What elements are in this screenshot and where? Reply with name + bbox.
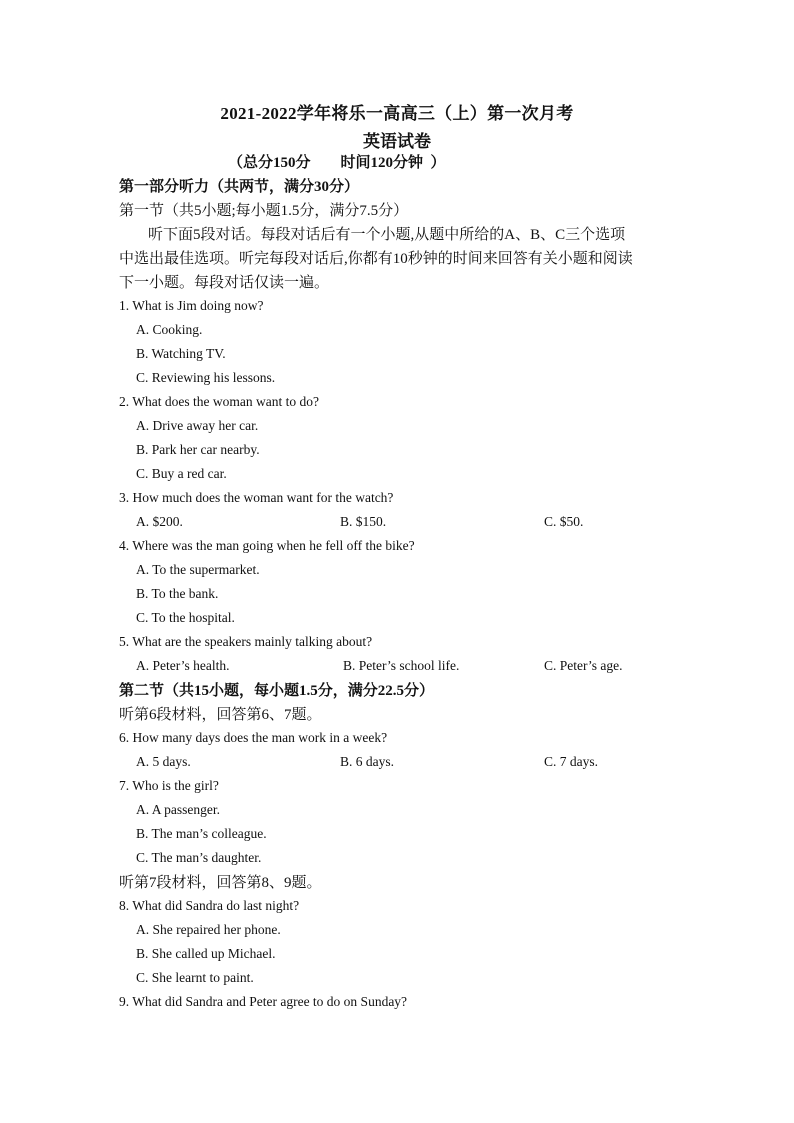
- exam-score-time: （总分150分 时间120分钟 ）: [228, 155, 446, 171]
- exam-subject: 英语试卷: [363, 132, 431, 151]
- question-2: 2. What does the woman want to do?: [119, 394, 319, 409]
- section2-heading: 第二节（共15小题，每小题1.5分，满分22.5分）: [119, 683, 435, 699]
- q3-option-b: B. $150.: [340, 514, 387, 529]
- q2-option-b: B. Park her car nearby.: [136, 442, 260, 457]
- instructions-line-3: 下一小题。每段对话仅读一遍。: [119, 275, 330, 291]
- q6-option-b: B. 6 days.: [340, 754, 394, 769]
- question-9: 9. What did Sandra and Peter agree to do on Sunday?: [119, 994, 408, 1009]
- q5-option-a: A. Peter’s health.: [136, 658, 230, 673]
- material-7-instruction: 听第7段材料，回答第8、9题。: [119, 875, 322, 891]
- q7-option-a: A. A passenger.: [136, 802, 220, 817]
- q8-option-a: A. She repaired her phone.: [136, 922, 281, 937]
- q7-option-b: B. The man’s colleague.: [136, 826, 267, 841]
- q2-option-c: C. Buy a red car.: [136, 466, 227, 481]
- question-8: 8. What did Sandra do last night?: [119, 898, 300, 913]
- question-1: 1. What is Jim doing now?: [119, 298, 264, 313]
- q7-option-c: C. The man’s daughter.: [136, 850, 262, 865]
- q8-option-b: B. She called up Michael.: [136, 946, 276, 961]
- q1-option-c: C. Reviewing his lessons.: [136, 370, 276, 385]
- question-5: 5. What are the speakers mainly talking about?: [119, 634, 373, 649]
- instructions-line-1: 听下面5段对话。每段对话后有一个小题,从题中所给的A、B、C三个选项: [148, 227, 626, 243]
- q3-option-a: A. $200.: [136, 514, 183, 529]
- question-6: 6. How many days does the man work in a week?: [119, 730, 388, 745]
- question-7: 7. Who is the girl?: [119, 778, 219, 793]
- part1-heading: 第一部分听力（共两节，满分30分）: [119, 179, 360, 195]
- q4-option-b: B. To the bank.: [136, 586, 219, 601]
- q2-option-a: A. Drive away her car.: [136, 418, 259, 433]
- q6-option-a: A. 5 days.: [136, 754, 191, 769]
- section1-heading: 第一节（共5小题;每小题1.5分，满分7.5分）: [119, 203, 409, 219]
- question-3: 3. How much does the woman want for the watch?: [119, 490, 394, 505]
- q6-option-c: C. 7 days.: [544, 754, 598, 769]
- q1-option-b: B. Watching TV.: [136, 346, 226, 361]
- exam-title: 2021-2022学年将乐一高高三（上）第一次月考: [220, 104, 574, 123]
- q3-option-c: C. $50.: [544, 514, 584, 529]
- q8-option-c: C. She learnt to paint.: [136, 970, 254, 985]
- q4-option-c: C. To the hospital.: [136, 610, 235, 625]
- question-4: 4. Where was the man going when he fell off the bike?: [119, 538, 415, 553]
- material-6-instruction: 听第6段材料，回答第6、7题。: [119, 707, 322, 723]
- q5-option-c: C. Peter’s age.: [544, 658, 623, 673]
- q1-option-a: A. Cooking.: [136, 322, 203, 337]
- q4-option-a: A. To the supermarket.: [136, 562, 260, 577]
- q5-option-b: B. Peter’s school life.: [343, 658, 460, 673]
- instructions-line-2: 中选出最佳选项。听完每段对话后,你都有10秒钟的时间来回答有关小题和阅读: [119, 251, 633, 267]
